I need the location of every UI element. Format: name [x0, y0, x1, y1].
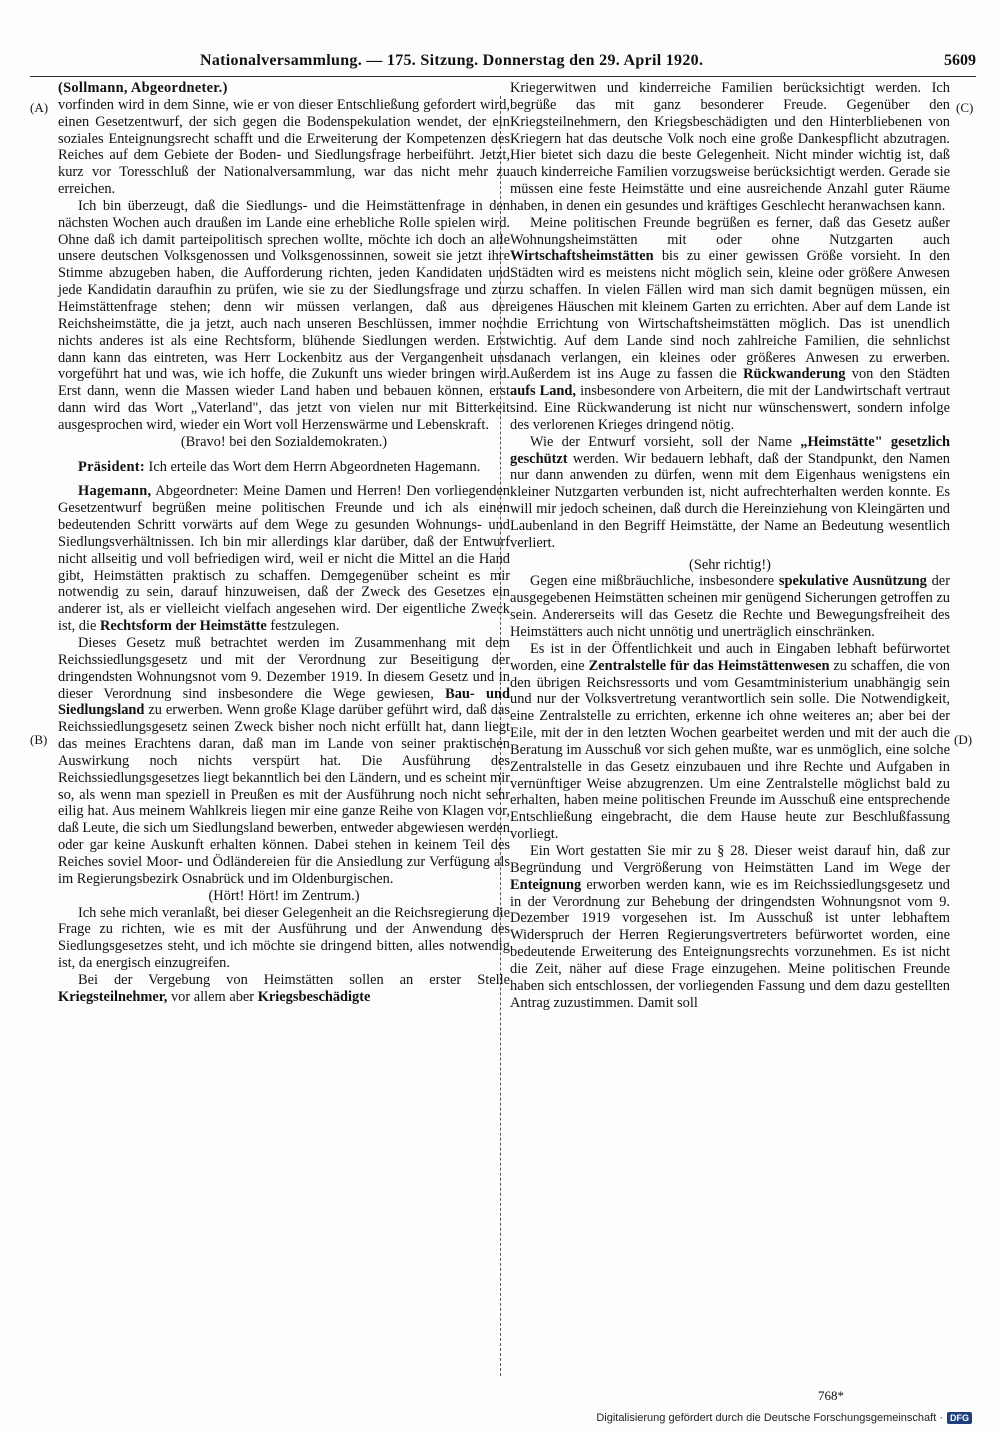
- paragraph: Bei der Vergebung von Heimstätten sollen an erster Stelle Kriegsteilnehmer, vor allem aber Kriegsbeschädigte: [58, 971, 510, 1005]
- speaker-name: Hagemann,: [78, 483, 152, 500]
- president-remark: Präsident: Ich erteile das Wort dem Herrn Abgeordneten Hagemann.: [78, 458, 481, 475]
- right-column: [510, 80, 950, 1011]
- paragraph: Dieses Gesetz muß betrachtet werden im Zusammenhang mit dem Reichssiedlungsgesetz und mit der Verordnung zur Beseitigung der dringendsten Wohnungsnot vom 9. Dezember 1919. In diesem Gesetz und in dieser Verordnung sind insbesondere die Wege gewiesen, Bau- und Siedlungsland zu erwerben. Wenn große Klage darüber geführt wird, daß das Reichssiedlungsgesetz seinen Zweck bisher noch nicht erfüllt hat, dann liegt das meines Erachtens daran, daß man im Lande von seiner praktischen Auswirkung noch nichts verspürt hat. Die Ausführung des Reichssiedlungsgesetzes liegt bekanntlich bei den Ländern, und es scheint mir so, als wenn man speziell in Preußen es mit der Ausführung noch nicht sehr eilig hat. Aus meinem Wahlkreis liegen mir eine ganze Reihe von Klagen vor, daß Leute, die sich um Siedlungsland bewerben, entweder abgewiesen werden oder gar keine Auskunft erhalten können. Dabei stehen in keinem Teil des Reiches soviel Moor- und Ödländereien für die Ansiedlung zur Verfügung als im Regierungsbezirk Osnabrück und im Oldenburgischen.: [58, 635, 511, 887]
- page-number: 5609: [944, 52, 976, 69]
- left-column: [58, 80, 510, 1006]
- margin-mark-d: (D): [954, 732, 973, 747]
- speaker-name: Präsident:: [78, 458, 145, 475]
- margin-mark-b: (B): [30, 732, 48, 747]
- paragraph: Wie der Entwurf vorsieht, soll der Name „Heimstätte" gesetzlich geschützt werden. Wir bedauern lebhaft, daß der Standpunkt, den Namen nur dann anwenden zu dürfen, wenn mit dem Eigenhaus wenigstens ein kleiner Nutzgarten verbunden ist, nicht aufrechterhalten werden konnte. Es will mir jedoch scheinen, daß durch die Hereinziehung von Kleingärten und Laubenland in den Begriff Heimstätte, der Name an Bedeutung wesentlich verliert.: [510, 433, 951, 551]
- paragraph: Es ist in der Öffentlichkeit und auch in Eingaben lebhaft befürwortet worden, eine Zentralstelle für das Heimstättenwesen zu schaffen, die von den übrigen Reichsressorts und vom Gesamtministerium unabhängig sein und nur der Volksvertretung verantwortlich sein solle. Die Notwendigkeit, eine Zentralstelle zu errichten, erkenne ich ohne weiteres an; aber bei der Eile, mit der in den letzten Wochen gearbeitet werden und mit der auch die Beratung im Ausschuß vor sich gehen mußte, war es unmöglich, eine solche Zentralstelle in das Gesetz einzubauen und ihre Rechte und Aufgaben in vernünftiger Weise abzugrenzen. Um eine Zentralstelle möglichst bald zu erhalten, haben meine politischen Freunde im Ausschuß eine entsprechende Entschließung eingebracht, die dem Hause heute zur Beschlußfassung vorliegt.: [510, 640, 951, 843]
- paragraph: Gegen eine mißbräuchliche, insbesondere spekulative Ausnützung der ausgegebenen Heimstätten scheinen mir genügend Sicherungen getroffen zu sein. Andererseits will das Gesetz die Rechte und Bewegungsfreiheit des Heimstätters auch nicht unnötig und unerträglich einschränken.: [510, 573, 950, 640]
- margin-mark-c: (C): [956, 100, 974, 115]
- interjection: (Bravo! bei den Sozialdemokraten.): [180, 433, 388, 450]
- speaker-continuation: (Sollmann, Abgeordneter.): [58, 80, 228, 96]
- signature-mark: 768*: [818, 1388, 844, 1403]
- credit-text: Digitalisierung gefördert durch die Deutsche Forschungsgemeinschaft ·: [596, 1412, 943, 1424]
- paragraph: Ich bin überzeugt, daß die Siedlungs- und die Heimstättenfrage in den nächsten Wochen auch draußen im Lande eine erhebliche Rolle spielen wird. Ohne daß ich damit parteipolitisch sprechen wollte, möchte ich doch an alle unsere deutschen Volksgenossen und Volksgenossinnen, soweit sie jetzt ihre Stimme abzugeben haben, die Aufforderung richten, jeden Kandidaten und jede Kandidatin daraufhin zu prüfen, wie sie zu der Siedlungsfrage und zur Heimstättenfrage stehen; denn wir müssen verlangen, daß aus der Reichsheimstätte, die ja jetzt, auch nach unseren Beschlüssen, immer noch nichts anderes ist als eine Rechtsform, blühende Siedlungen werden. Erst dann kann das eintreten, was Herr Lockenbitz aus der Vergangenheit uns vorgeführt hat und was, wie ich hoffe, die Zukunft uns wieder bringen wird. Erst dann, wenn die Massen wieder Land haben und bebauen können, erst dann wird das Wort „Vaterland", das jetzt von vielen nur mit Bitterkeit ausgesprochen wird, wieder ein Wort voll Herzenswärme und Lebenskraft.: [58, 197, 510, 433]
- margin-mark-a: (A): [30, 100, 49, 115]
- running-header: [30, 50, 976, 77]
- dfg-logo: DFG: [947, 1412, 972, 1424]
- paragraph: vorfinden wird in dem Sinne, wie er von dieser Entschließung gefordert wird, einen Gesetzentwurf, der sich gegen die Bodenspekulation wendet, der ein soziales Enteignungsrecht schafft und die Erweiterung der Kompetenzen des Reiches auf dem Gebiete der Boden- und Siedlungsfrage herbeiführt. Jetzt, kurz vor Toresschluß der Nationalversammlung, war das nicht mehr zu erreichen.: [58, 96, 510, 198]
- digitization-credit: [596, 1412, 972, 1424]
- paragraph: Meine politischen Freunde begrüßen es ferner, daß das Gesetz außer Wohnungsheimstätten mit oder ohne Nutzgarten auch Wirtschaftsheimstätten bis zu einer gewissen Größe vorsieht. In den Städten wird es meistens nicht möglich sein, kleine oder größere Anwesen zu schaffen. In vielen Fällen wird man sich damit begnügen müssen, ein eigenes Häuschen mit kleinem Garten zu errichten. Aber auf dem Lande ist die Errichtung von Wirtschaftsheimstätten möglich. Das ist unendlich wichtig. Auf dem Lande sind noch zahlreiche Familien, die sehnlichst danach verlangen, ein kleines oder größeres Anwesen zu erwerben. Außerdem ist ins Auge zu fassen die Rückwanderung von den Städten aufs Land, insbesondere von Arbeitern, die mit der Landwirtschaft vertraut sind. Eine Rückwanderung ist nicht nur wünschenswert, sondern infolge des verlorenen Krieges dringend nötig.: [510, 214, 950, 433]
- paragraph: Ich sehe mich veranlaßt, bei dieser Gelegenheit an die Reichsregierung die Frage zu richten, wie es mit der Ausführung und der Anwendung des Siedlungsgesetzes steht, und ich möchte sie dringend bitten, alles notwendig ist, da energisch einzugreifen.: [58, 904, 510, 972]
- paragraph: Kriegerwitwen und kinderreiche Familien berücksichtigt werden. Ich begrüße das mit ganz besonderer Freude. Gegenüber den Kriegsteilnehmern, den Kriegsbeschädigten und den Hinterbliebenen von Kriegern hat das deutsche Volk noch eine große Dankespflicht abzutragen. Hier bietet sich dazu die beste Gelegenheit. Nicht minder wichtig ist, daß auch kinderreiche Familien vorzugsweise berücksichtigt werden. Gerade sie müssen eine feste Heimstätte und eine ausreichende Anzahl guter Räume haben, in denen ein gesundes und kräftiges Geschlecht heranwachsen kann.: [510, 80, 950, 214]
- speech-start: Hagemann, Abgeordneter: Meine Damen und Herren! Den vorliegenden Gesetzentwurf begrüßen meine politischen Freunde und ich als einen bedeutenden Schritt vorwärts auf dem Wege zu gesunden Wohnungs- und Siedlungsverhältnissen. Ich bin mir allerdings klar darüber, daß der Entwurf nicht allseitig und voll befriedigen wird, weil er nicht die Mittel an die Hand gibt, Heimstätten praktisch zu schaffen. Demgegenüber scheint es mir notwendig zu sein, darauf hinzuweisen, daß der Zweck des Gesetzes ein anderer ist, als er vielleicht vielfach angesehen wird. Der eigentliche Zweck ist, die Rechtsform der Heimstätte festzulegen.: [58, 483, 510, 635]
- interjection: (Hört! Hört! im Zentrum.): [208, 887, 360, 904]
- paragraph: Ein Wort gestatten Sie mir zu § 28. Dieser weist darauf hin, daß zur Begründung und Vergrößerung von Heimstätten Land im Wege der Enteignung erworben werden kann, wie es im Reichssiedlungsgesetz und in der Verordnung zur Behebung der dringendsten Wohnungsnot vom 9. Dezember 1919 vorgesehen ist. Im Ausschuß ist unter lebhaftem Widerspruch der Herren Regierungsvertreters befürwortet worden, eine bedeutende Erweiterung des Enteignungsrechts vorzunehmen. Es ist nicht die Zeit, näher auf diese Frage einzugehen. Meine politischen Freunde haben sich entschlossen, der vorliegenden Fassung und dem dazu gestellten Antrag zuzustimmen. Damit soll: [510, 842, 950, 1011]
- header-title: Nationalversammlung. — 175. Sitzung. Donnerstag den 29. April 1920.: [200, 52, 704, 69]
- interjection: (Sehr richtig!): [689, 556, 771, 573]
